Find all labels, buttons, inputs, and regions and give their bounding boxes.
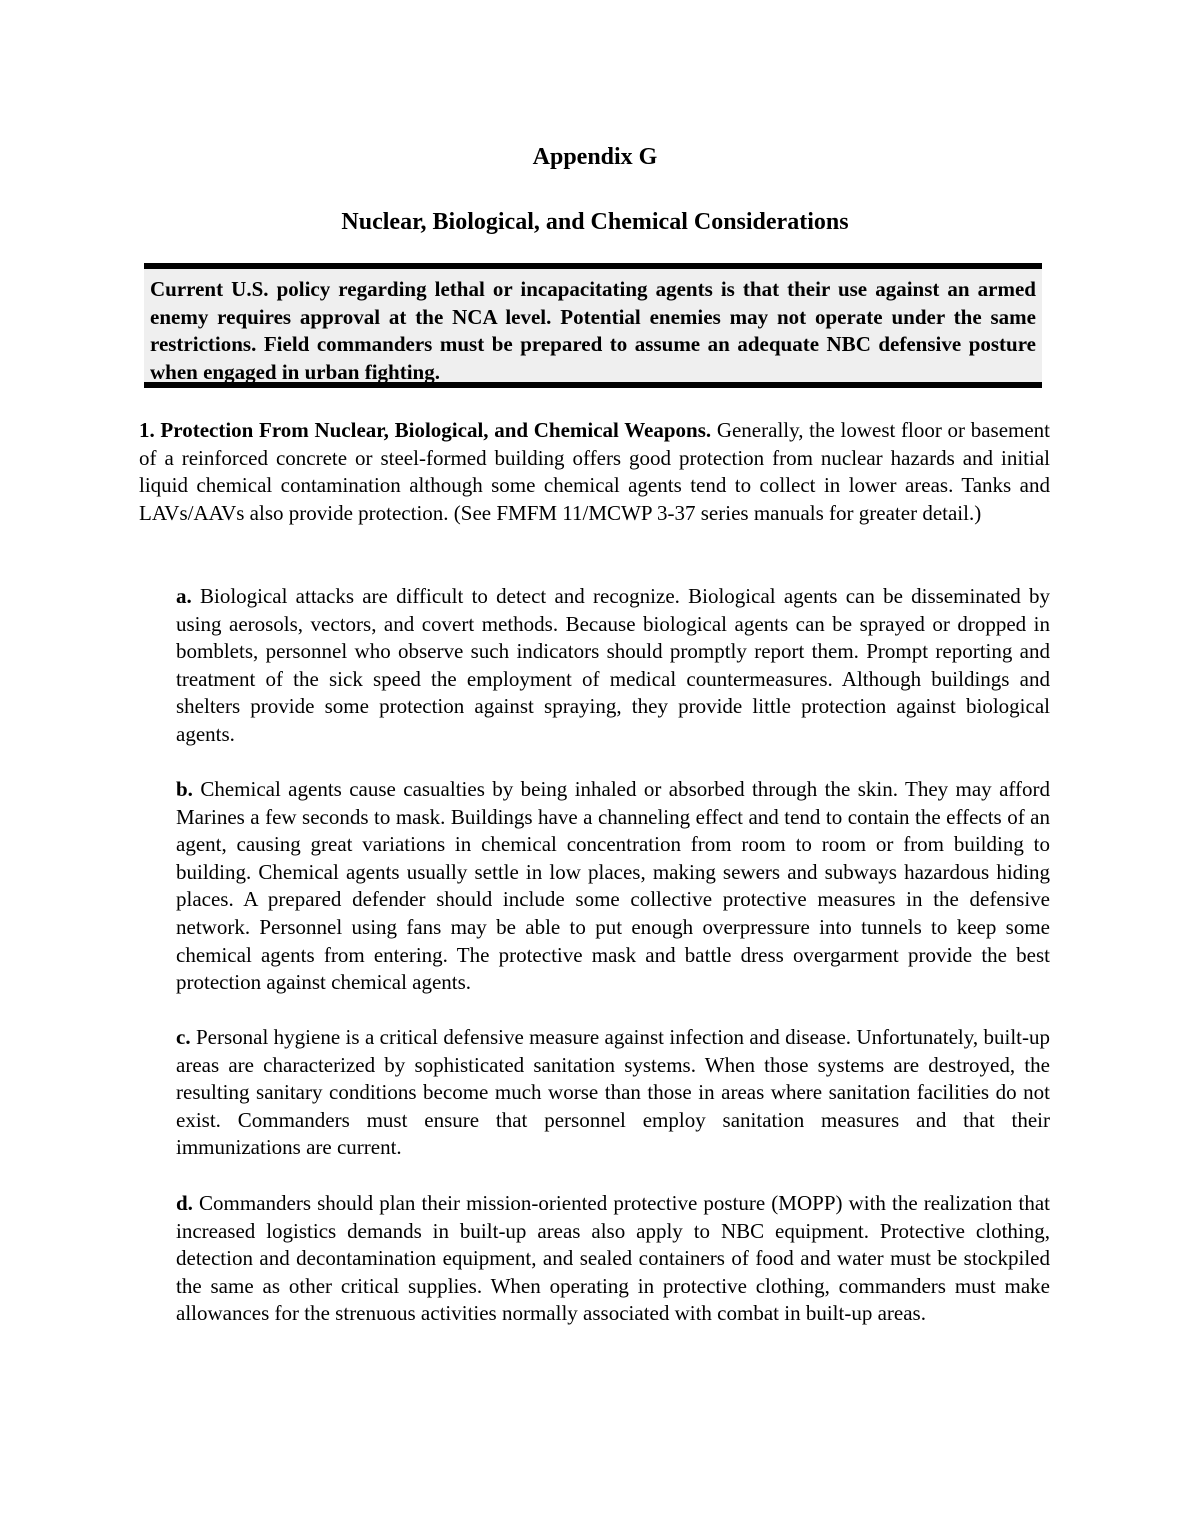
subparagraph-a xyxy=(176,583,1050,749)
subparagraph-c xyxy=(176,1024,1050,1162)
subparagraph-b xyxy=(176,776,1050,997)
subparagraph-d xyxy=(176,1190,1050,1328)
section-1-body: Generally, the lowest floor or basement of a reinforced concrete or steel-formed building offers good protection from nuclear hazards and initial liquid chemical contamination although some chemical agents tend to collect in lower areas. Tanks and LAVs/AAVs also provide protection. (See FMFM 11/MCWP 3-37 series manuals for greater detail.) xyxy=(139,418,1050,525)
subparagraph-c-label: c. xyxy=(176,1025,191,1049)
subparagraph-b-text: Chemical agents cause casualties by being inhaled or absorbed through the skin. They may afford Marines a few seconds to mask. Buildings have a channeling effect and tend to contain the effects of an agent, causing great variations in chemical concentration from room to room or from building to building. Chemical agents usually settle in low places, making sewers and subways hazardous hiding places. A prepared defender should include some collective protective measures in the defensive network. Personnel using fans may be able to put enough overpressure into tunnels to keep some chemical agents from entering. The protective mask and battle dress overgarment provide the best protection against chemical agents. xyxy=(176,777,1050,995)
policy-notice-text: Current U.S. policy regarding lethal or incapacitating agents is that their use against an armed enemy requires approval at the NCA level. Potential enemies may not operate under the same restrictions. Field commanders must be prepared to assume an adequate NBC defensive posture when engaged in urban fighting. xyxy=(150,277,1036,384)
appendix-title: Appendix G xyxy=(532,144,658,170)
subparagraph-a-text: Biological attacks are difficult to detect and recognize. Biological agents can be disseminated by using aerosols, vectors, and covert methods. Because biological agents can be sprayed or dropped in bomblets, personnel who observe such indicators should promptly report them. Prompt reporting and treatment of the sick speed the employment of medical countermeasures. Although buildings and shelters provide some protection against spraying, they provide little protection against biological agents. xyxy=(176,584,1050,746)
subparagraph-d-label: d. xyxy=(176,1191,193,1215)
subparagraph-a-label: a. xyxy=(176,584,192,608)
section-1-paragraph xyxy=(139,417,1050,527)
policy-notice-box xyxy=(144,263,1042,388)
appendix-subtitle: Nuclear, Biological, and Chemical Considerations xyxy=(341,209,849,235)
subparagraph-b-label: b. xyxy=(176,777,193,801)
subparagraph-d-text: Commanders should plan their mission-oriented protective posture (MOPP) with the realization that increased logistics demands in built-up areas also apply to NBC equipment. Protective clothing, detection and decontamination equipment, and sealed containers of food and water must be stockpiled the same as other critical supplies. When operating in protective clothing, commanders must make allowances for the strenuous activities normally associated with combat in built-up areas. xyxy=(176,1191,1050,1326)
section-1-heading: 1. Protection From Nuclear, Biological, and Chemical Weapons. xyxy=(139,418,712,442)
subparagraph-c-text: Personal hygiene is a critical defensive measure against infection and disease. Unfortunately, built-up areas are characterized by sophisticated sanitation systems. When those systems are destroyed, the resulting sanitary conditions become much worse than those in areas where sanitation facilities do not exist. Commanders must ensure that personnel employ sanitation measures and that their immunizations are current. xyxy=(176,1025,1050,1160)
